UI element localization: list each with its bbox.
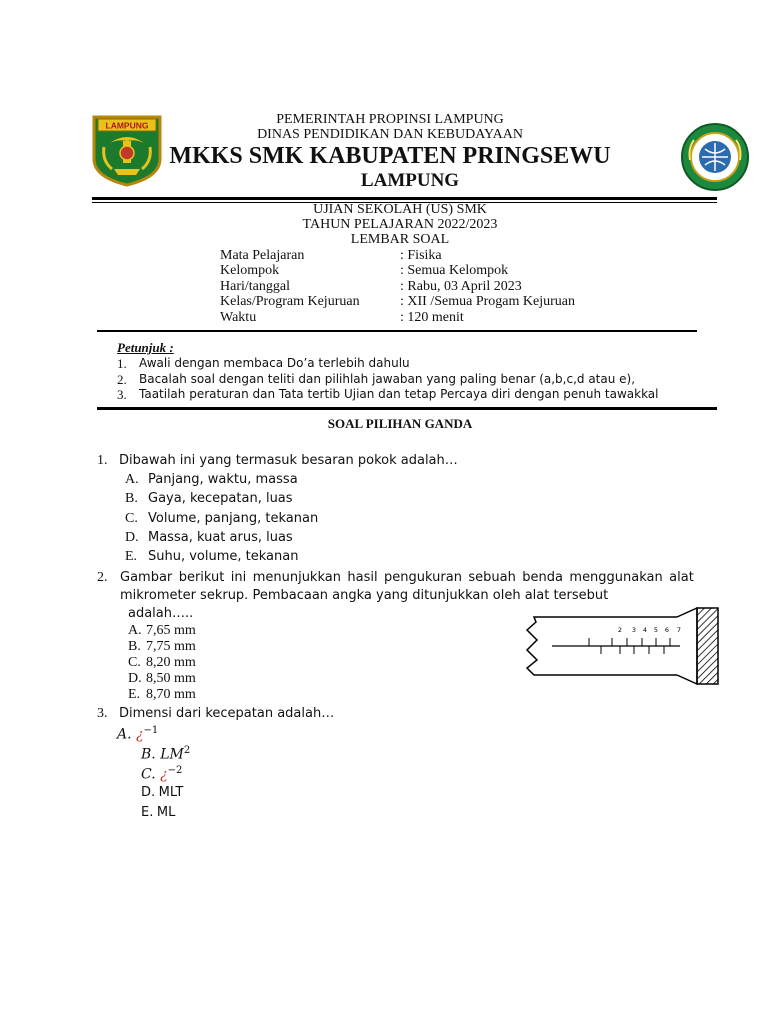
info-value: : Rabu, 03 April 2023 [400, 279, 522, 294]
info-value: : Semua Kelompok [400, 263, 509, 278]
lampung-province-crest-logo [90, 113, 164, 187]
option-text: Massa, kuat arus, luas [148, 530, 293, 545]
option-text: 8,50 mm [146, 671, 196, 686]
option-letter: B. [141, 746, 156, 763]
mkks-round-seal-logo [680, 122, 750, 192]
option-text-plain [141, 785, 183, 801]
header-title: MKKS SMK KABUPATEN PRINGSEWU [169, 143, 611, 169]
lampung-logo-text: LAMPUNG [105, 120, 149, 131]
option-text: 7,75 mm [146, 639, 196, 654]
scale-label: 5 [653, 626, 659, 634]
scale-label: 7 [676, 626, 682, 634]
option-letter: C. [141, 766, 156, 783]
section-title: SOAL PILIHAN GANDA [327, 416, 473, 431]
question-number: 3. [97, 706, 108, 721]
question-text: Dibawah ini yang termasuk besaran pokok adalah… [119, 453, 458, 468]
formula-exponent: −1 [143, 725, 159, 736]
formula-exponent: 2 [183, 745, 191, 756]
option-text: Suhu, volume, tekanan [148, 549, 299, 564]
scale-label: 6 [664, 626, 670, 634]
formula-base: LM [160, 746, 184, 763]
option-text-plain [141, 805, 175, 821]
option-letter: A. [125, 472, 139, 487]
option-letter: C. [125, 511, 138, 526]
option-letter: E. [128, 687, 141, 702]
instruction-text: Bacalah soal dengan teliti dan pilihlah jawaban yang paling benar (a,b,c,d atau e), [139, 372, 636, 386]
option-text: 7,65 mm [146, 623, 196, 638]
option-letter: E. [141, 805, 154, 820]
exam-sheet-label: LEMBAR SOAL [350, 232, 450, 247]
info-value: : 120 menit [400, 310, 464, 325]
info-label: Mata Pelajaran [220, 248, 305, 263]
option-letter: B. [125, 491, 138, 506]
micrometer-screw-gauge-figure [522, 606, 720, 686]
scale-label: 3 [631, 626, 637, 634]
header-divider-thick [92, 197, 717, 200]
info-label: Hari/tanggal [220, 279, 290, 294]
option-text: 8,70 mm [146, 687, 196, 702]
formula-exponent: −2 [167, 765, 183, 776]
info-label: Waktu [220, 310, 257, 325]
exam-title: UJIAN SEKOLAH (US) SMK [313, 202, 487, 217]
option-letter: A. [117, 726, 132, 743]
formula-base: ¿ [136, 726, 144, 743]
question-text: Dimensi dari kecepatan adalah… [119, 706, 335, 721]
info-value: : Fisika [400, 248, 442, 263]
option-text: ML [156, 805, 176, 820]
option-text: 8,20 mm [146, 655, 196, 670]
option-formula [141, 745, 190, 763]
instruction-number: 3. [117, 387, 127, 402]
option-text: MLT [158, 785, 184, 800]
question-text-line: mikrometer sekrup. Pembacaan angka yang ditunjukkan oleh alat tersebut [120, 588, 609, 603]
info-label: Kelas/Program Kejuruan [220, 294, 360, 309]
option-formula [117, 725, 158, 743]
info-value: : XII /Semua Progam Kejuruan [400, 294, 575, 309]
instruction-text: Taatilah peraturan dan Tata tertib Ujian dan tetap Percaya diri dengan penuh tawakkal [139, 387, 659, 401]
instructions-divider [97, 407, 717, 410]
option-letter: C. [128, 655, 141, 670]
option-letter: A. [128, 623, 142, 638]
option-formula [141, 765, 182, 783]
option-letter: D. [141, 785, 156, 800]
option-letter: D. [125, 530, 139, 545]
scale-label: 2 [617, 626, 623, 634]
option-letter: D. [128, 671, 142, 686]
instructions-title: Petunjuk : [117, 340, 174, 355]
info-divider [97, 330, 697, 332]
option-letter: B. [128, 639, 141, 654]
department-line: DINAS PENDIDIKAN DAN KEBUDAYAAN [257, 127, 523, 142]
exam-year: TAHUN PELAJARAN 2022/2023 [302, 217, 498, 232]
instruction-text: Awali dengan membaca Do’a terlebih dahulu [139, 356, 410, 370]
header-subtitle: LAMPUNG [360, 170, 460, 191]
option-letter: E. [125, 549, 138, 564]
formula-base: ¿ [160, 766, 168, 783]
question-text-line: Gambar berikut ini menunjukkan hasil pengukuran sebuah benda menggunakan alat [120, 570, 694, 585]
info-label: Kelompok [220, 263, 280, 278]
question-number: 1. [97, 453, 108, 468]
option-text: Gaya, kecepatan, luas [148, 491, 293, 506]
scale-label: 4 [642, 626, 648, 634]
instruction-number: 1. [117, 356, 127, 371]
question-text-line: adalah….. [128, 606, 194, 621]
government-line: PEMERINTAH PROPINSI LAMPUNG [276, 112, 504, 127]
option-text: Volume, panjang, tekanan [148, 511, 319, 526]
question-number: 2. [97, 570, 108, 585]
instruction-number: 2. [117, 372, 127, 387]
option-text: Panjang, waktu, massa [148, 472, 298, 487]
